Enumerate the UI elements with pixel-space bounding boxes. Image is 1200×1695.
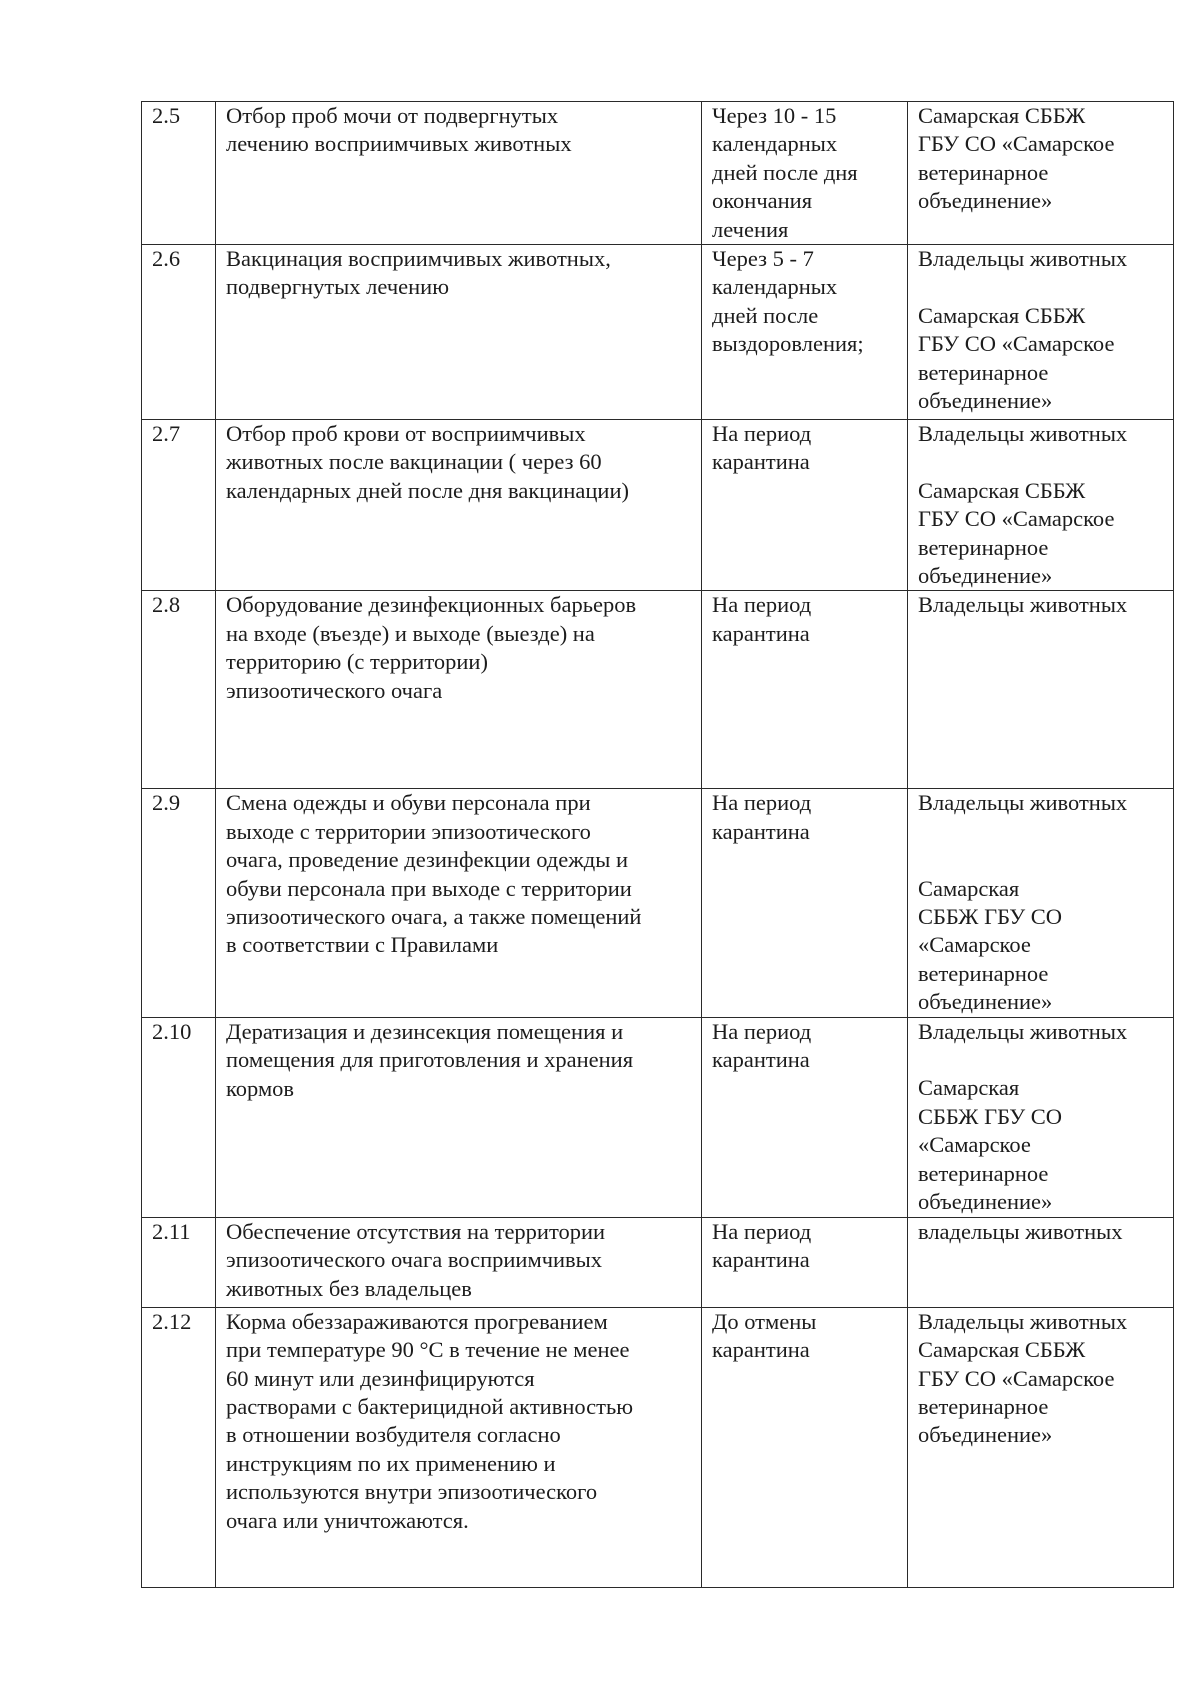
term-cell [702,245,908,420]
action-line: Вакцинация восприимчивых животных, [226,246,611,272]
term-line: На период [712,1018,812,1044]
responsible-line: «Самарское [918,1132,1031,1158]
term-line: Через 5 - 7 [712,246,814,272]
responsible-cell [908,245,1174,420]
responsible-owner: Владельцы животных [918,592,1128,618]
responsible-line: ветеринарное [918,1160,1049,1186]
action-cell [216,789,702,1017]
term-cell [702,789,908,1017]
row-number: 2.8 [142,591,216,789]
action-line: Корма обеззараживаются прогреванием [226,1308,608,1334]
term-line: карантина [712,620,810,646]
action-line: Отбор проб мочи от подвергнутых [226,103,559,128]
responsible-line: объединение» [918,388,1053,414]
responsible-line: Самарская СББЖ [918,477,1086,503]
responsible-line: объединение» [918,1189,1053,1215]
responsible-line: объединение» [918,1422,1053,1448]
action-line: очага или уничтожаются. [226,1507,469,1533]
responsible-line: СББЖ ГБУ СО [918,1103,1063,1129]
responsible-line: объединение» [918,563,1053,589]
action-line: лечению восприимчивых животных [226,131,572,157]
table-row [142,420,1174,591]
action-cell [216,1017,702,1217]
responsible-cell [908,591,1174,789]
responsible-owner: Владельцы животных [918,1018,1128,1044]
action-line: календарных дней после дня вакцинации) [226,477,630,503]
term-line: На период [712,1218,812,1244]
action-line: растворами с бактерицидной активностью [226,1393,634,1419]
action-line: инструкциям по их применению и [226,1450,556,1476]
responsible-line: ветеринарное [918,159,1049,185]
responsible-line: ветеринарное [918,359,1049,385]
responsible-line: ГБУ СО «Самарское [918,506,1115,532]
term-line: На период [712,790,812,816]
action-line: подвергнутых лечению [226,274,450,300]
action-line: при температуре 90 °С в течение не менее [226,1337,630,1363]
measures-table [141,101,1174,1588]
action-line: Оборудование дезинфекционных барьеров [226,592,637,618]
action-line: 60 минут или дезинфицируются [226,1365,535,1391]
action-line: животных после вакцинации ( через 60 [226,449,602,475]
row-number: 2.10 [142,1017,216,1217]
table-row [142,102,1174,245]
term-line: карантина [712,1337,810,1363]
responsible-owner: Владельцы животных [918,246,1128,272]
term-line: Через 10 - 15 [712,103,837,128]
term-line: карантина [712,449,810,475]
term-cell [702,1017,908,1217]
action-cell [216,245,702,420]
action-line: территорию (с территории) [226,649,488,675]
action-line: в соответствии с Правилами [226,932,499,958]
table-row [142,1307,1174,1587]
action-line: выходе с территории эпизоотического [226,818,591,844]
responsible-cell [908,1307,1174,1587]
term-line: карантина [712,1247,810,1273]
table-row [142,591,1174,789]
action-line: на входе (въезде) и выходе (выезде) на [226,620,595,646]
term-line: На период [712,592,812,618]
responsible-owner: Владельцы животных [918,421,1128,447]
responsible-line: ветеринарное [918,1393,1049,1419]
term-line: До отмены [712,1308,817,1334]
term-line: дней после [712,302,819,328]
responsible-line: ГБУ СО «Самарское [918,331,1115,357]
responsible-owner: Владельцы животных [918,1308,1128,1334]
responsible-owner: владельцы животных [918,1218,1123,1244]
responsible-line: объединение» [918,188,1053,214]
action-line: эпизоотического очага, а также помещений [226,904,642,930]
term-line: На период [712,421,812,447]
row-number: 2.6 [142,245,216,420]
action-line: эпизоотического очага восприимчивых [226,1247,603,1273]
action-cell [216,1307,702,1587]
responsible-cell [908,789,1174,1017]
action-line: в отношении возбудителя согласно [226,1422,561,1448]
responsible-line: СББЖ ГБУ СО [918,904,1063,930]
table-row [142,245,1174,420]
term-line: календарных [712,131,838,157]
action-line: эпизоотического очага [226,677,443,703]
responsible-line: ГБУ СО «Самарское [918,131,1115,157]
term-line: окончания [712,188,813,214]
action-cell [216,102,702,245]
responsible-line: ветеринарное [918,534,1049,560]
term-cell [702,102,908,245]
action-line: Смена одежды и обуви персонала при [226,790,591,816]
responsible-cell [908,420,1174,591]
row-number: 2.5 [142,102,216,245]
row-number: 2.9 [142,789,216,1017]
term-cell [702,1217,908,1307]
action-line: очага, проведение дезинфекции одежды и [226,847,629,873]
table-row [142,1017,1174,1217]
term-line: лечения [712,216,789,242]
action-cell [216,420,702,591]
responsible-owner: Владельцы животных [918,790,1128,816]
responsible-line: Самарская СББЖ [918,1337,1086,1363]
responsible-cell [908,1017,1174,1217]
action-cell [216,1217,702,1307]
responsible-line: Самарская СББЖ [918,103,1086,128]
responsible-cell [908,102,1174,245]
responsible-line: ГБУ СО «Самарское [918,1365,1115,1391]
responsible-line: Самарская [918,1075,1020,1101]
responsible-line: Самарская [918,875,1020,901]
action-cell [216,591,702,789]
table-row [142,789,1174,1017]
term-line: карантина [712,1047,810,1073]
responsible-line: объединение» [918,989,1053,1015]
responsible-line: Самарская СББЖ [918,302,1086,328]
responsible-line: ветеринарное [918,960,1049,986]
responsible-cell [908,1217,1174,1307]
term-line: карантина [712,818,810,844]
term-cell [702,591,908,789]
row-number: 2.12 [142,1307,216,1587]
table-row [142,1217,1174,1307]
term-line: календарных [712,274,838,300]
term-cell [702,420,908,591]
action-line: используются внутри эпизоотического [226,1479,598,1505]
action-line: Отбор проб крови от восприимчивых [226,421,586,447]
term-line: дней после дня [712,159,858,185]
action-line: животных без владельцев [226,1275,472,1301]
action-line: помещения для приготовления и хранения [226,1047,634,1073]
action-line: кормов [226,1075,295,1101]
responsible-line: «Самарское [918,932,1031,958]
action-line: Дератизация и дезинсекция помещения и [226,1018,624,1044]
row-number: 2.11 [142,1217,216,1307]
term-line: выздоровления; [712,331,864,357]
action-line: обуви персонала при выходе с территории [226,875,632,901]
action-line: Обеспечение отсутствия на территории [226,1218,606,1244]
term-cell [702,1307,908,1587]
row-number: 2.7 [142,420,216,591]
